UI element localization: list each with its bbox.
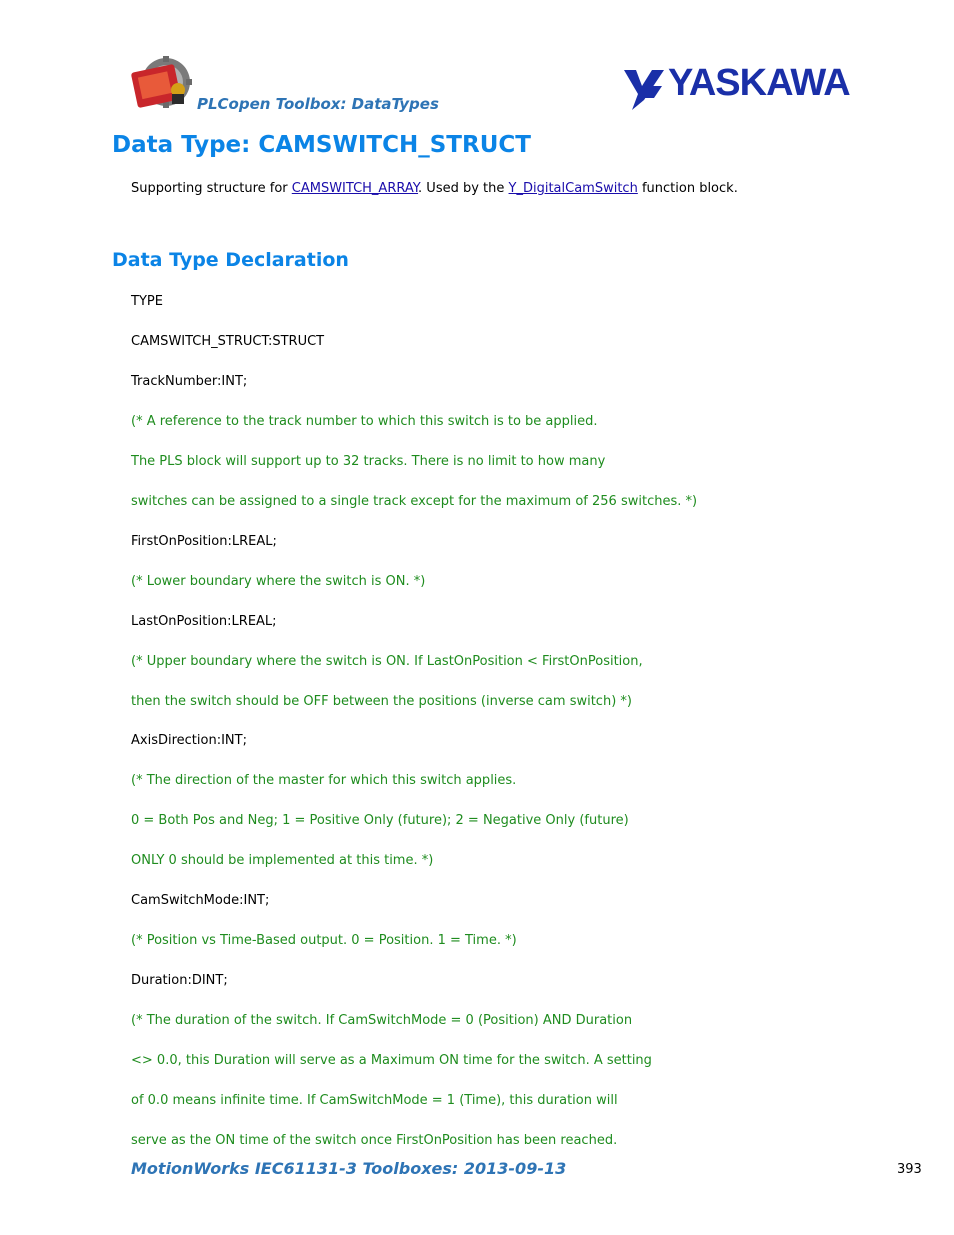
code-line: LastOnPosition:LREAL; (131, 614, 277, 629)
code-comment-line: (* Upper boundary where the switch is ON. If LastOnPosition < FirstOnPosition, (131, 654, 643, 669)
code-line: TYPE (131, 294, 163, 309)
code-comment-line: (* The duration of the switch. If CamSwitchMode = 0 (Position) AND Duration (131, 1013, 633, 1028)
intro-prefix: Supporting structure for (131, 181, 292, 196)
toolbox-header-title: PLCopen Toolbox: DataTypes (197, 95, 439, 113)
intro-paragraph (131, 181, 738, 196)
intro-suffix: function block. (637, 181, 738, 196)
code-comment-line: serve as the ON time of the switch once FirstOnPosition has been reached. (131, 1133, 618, 1148)
code-comment-line: (* Position vs Time-Based output. 0 = Position. 1 = Time. *) (131, 933, 517, 948)
plcopen-logo-icon (128, 56, 198, 112)
code-line: CAMSWITCH_STRUCT:STRUCT (131, 334, 325, 349)
code-comment-line: of 0.0 means infinite time. If CamSwitchMode = 1 (Time), this duration will (131, 1093, 618, 1108)
code-comment-line: (* A reference to the track number to which this switch is to be applied. (131, 414, 598, 429)
yaskawa-logo-text: YASKAWA (668, 62, 850, 104)
code-comment-line: switches can be assigned to a single track except for the maximum of 256 switches. *) (131, 494, 698, 509)
code-line: FirstOnPosition:LREAL; (131, 534, 277, 549)
code-comment-line: <> 0.0, this Duration will serve as a Maximum ON time for the switch. A setting (131, 1053, 652, 1068)
page-title: Data Type: CAMSWITCH_STRUCT (112, 132, 531, 158)
camswitch-array-link[interactable]: CAMSWITCH_ARRAY (291, 181, 419, 196)
page-number: 393 (897, 1162, 922, 1177)
section-heading: Data Type Declaration (112, 249, 349, 271)
code-line: CamSwitchMode:INT; (131, 893, 270, 908)
code-line: Duration:DINT; (131, 973, 228, 988)
code-comment-line: The PLS block will support up to 32 tracks. There is no limit to how many (131, 454, 606, 469)
code-line: AxisDirection:INT; (131, 733, 247, 748)
intro-middle: . Used by the (418, 181, 509, 196)
y-digitalcamswitch-link[interactable]: Y_DigitalCamSwitch (508, 181, 638, 196)
code-comment-line: 0 = Both Pos and Neg; 1 = Positive Only (future); 2 = Negative Only (future) (131, 813, 629, 828)
code-comment-line: ONLY 0 should be implemented at this time. *) (131, 853, 434, 868)
code-comment-line: (* The direction of the master for which this switch applies. (131, 773, 517, 788)
code-comment-line: (* Lower boundary where the switch is ON. *) (131, 574, 426, 589)
code-line: TrackNumber:INT; (131, 374, 248, 389)
footer-doc-title: MotionWorks IEC61131-3 Toolboxes: 2013-09-13 (131, 1159, 567, 1178)
code-comment-line: then the switch should be OFF between the positions (inverse cam switch) *) (131, 694, 632, 709)
